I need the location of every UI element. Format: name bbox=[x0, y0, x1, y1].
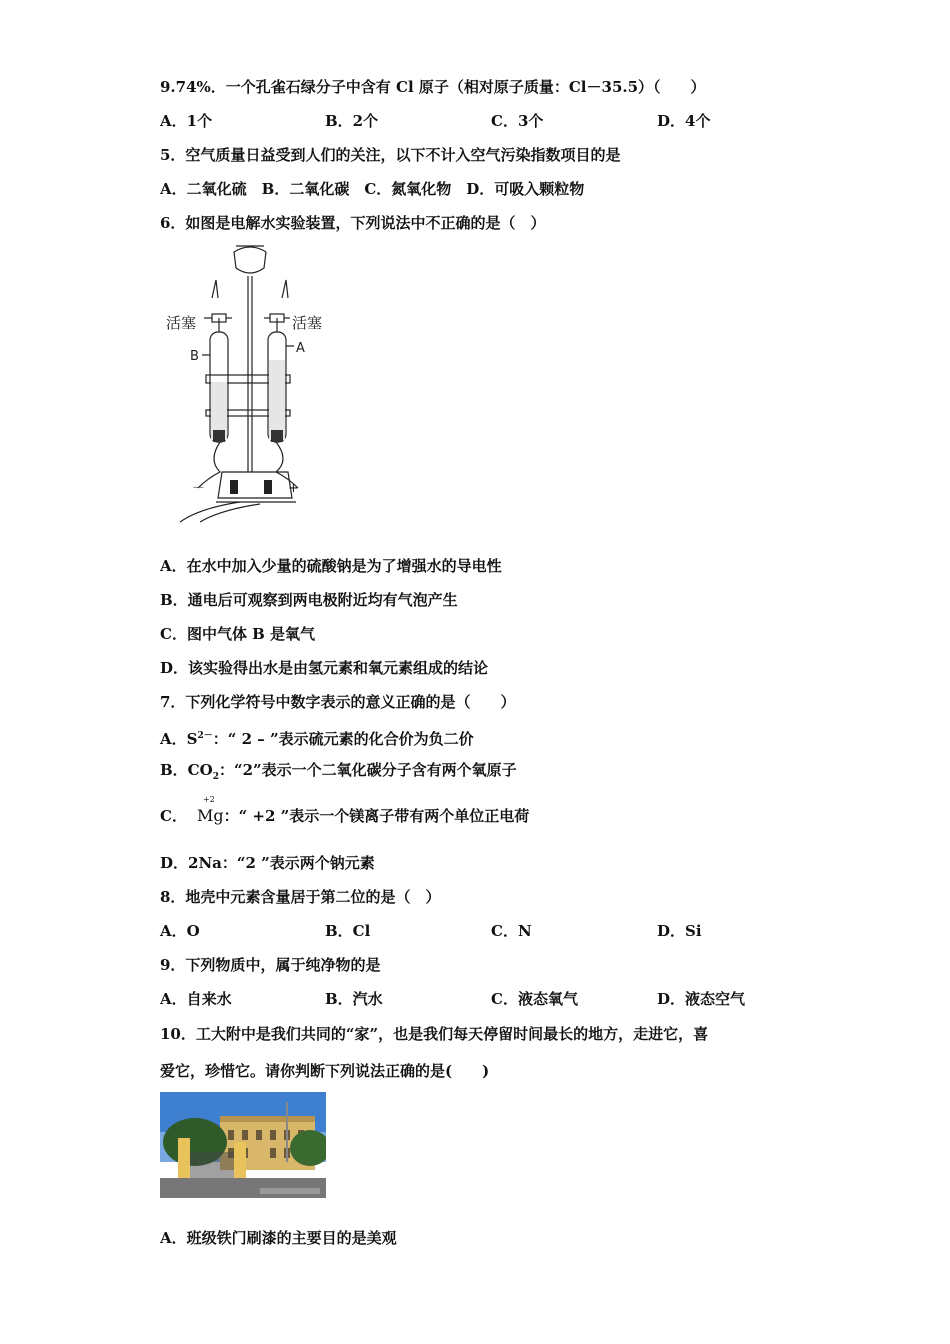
q9-stem: 9．下列物质中，属于纯净物的是 bbox=[160, 956, 381, 974]
q7-b-text: ：“2”表示一个二氧化碳分子含有两个氧原子 bbox=[218, 761, 517, 779]
electrolysis-apparatus-diagram bbox=[160, 240, 340, 525]
q6-option-c: C．图中气体 B 是氧气 bbox=[160, 625, 316, 643]
tube-a-label: A bbox=[296, 341, 305, 356]
q9-option-a: A．自来水 bbox=[160, 990, 232, 1008]
q8-stem: 8．地壳中元素含量居于第二位的是（ ） bbox=[160, 888, 441, 906]
valve-left-label: 活塞 bbox=[166, 314, 197, 332]
q7-option-c bbox=[160, 795, 530, 826]
valve-right-label: 活塞 bbox=[292, 314, 323, 332]
q4-option-d: D．4个 bbox=[657, 112, 711, 130]
plus-label: + bbox=[288, 481, 299, 496]
tube-b-label: B bbox=[190, 349, 199, 364]
q7-option-b bbox=[160, 760, 517, 787]
q10-stem-line2: 爱它，珍惜它。请你判断下列说法正确的是( ) bbox=[160, 1062, 490, 1080]
q9-option-c: C．液态氧气 bbox=[491, 990, 578, 1008]
q6-stem: 6．如图是电解水实验装置，下列说法中不正确的是（ ） bbox=[160, 214, 546, 232]
q7-option-d: D．2Na：“2 ”表示两个钠元素 bbox=[160, 854, 375, 872]
q7-stem: 7．下列化学符号中数字表示的意义正确的是（ ） bbox=[160, 693, 516, 711]
q4-option-c: C．3个 bbox=[491, 112, 544, 130]
q5-options: A．二氧化硫 B．二氧化碳 C．氮氧化物 D．可吸入颗粒物 bbox=[160, 180, 585, 198]
q9-option-b: B．汽水 bbox=[325, 990, 383, 1008]
q7-c-text: ：“ +2 ”表示一个镁离子带有两个单位正电荷 bbox=[223, 807, 530, 825]
q7-a-charge: 2－ bbox=[197, 731, 213, 741]
q6-option-b: B．通电后可观察到两电极附近均有气泡产生 bbox=[160, 591, 458, 609]
q7-c-oxidation: +2 bbox=[202, 795, 215, 804]
q8-option-d: D．Si bbox=[657, 922, 702, 940]
q7-a-prefix: A．S bbox=[160, 730, 198, 748]
q7-c-mg-symbol: +2 Mg bbox=[197, 806, 224, 825]
school-building-photo bbox=[160, 1092, 326, 1198]
q4-option-b: B．2个 bbox=[325, 112, 379, 130]
q7-b-subscript: 2 bbox=[212, 772, 219, 782]
q8-option-c: C．N bbox=[491, 922, 532, 940]
q7-b-prefix: B．CO bbox=[160, 761, 213, 779]
q10-option-a: A．班级铁门刷漆的主要目的是美观 bbox=[160, 1229, 397, 1247]
q7-option-a bbox=[160, 726, 474, 749]
q9-option-d: D．液态空气 bbox=[657, 990, 746, 1008]
q4-stem: 9.74%．一个孔雀石绿分子中含有 Cl 原子（相对原子质量：Cl－35.5）（ ） bbox=[160, 78, 706, 96]
q6-option-a: A．在水中加入少量的硫酸钠是为了增强水的导电性 bbox=[160, 557, 502, 575]
minus-label: － bbox=[192, 481, 206, 496]
q8-option-b: B．Cl bbox=[325, 922, 371, 940]
q5-stem: 5．空气质量日益受到人们的关注，以下不计入空气污染指数项目的是 bbox=[160, 146, 621, 164]
q4-option-a: A．1个 bbox=[160, 112, 213, 130]
q8-option-a: A．O bbox=[160, 922, 200, 940]
q7-c-prefix: C． bbox=[160, 807, 187, 825]
q10-stem-line1: 10．工大附中是我们共同的“家”，也是我们每天停留时间最长的地方，走进它，喜 bbox=[160, 1025, 709, 1043]
q7-a-text: ：“ 2 – ”表示硫元素的化合价为负二价 bbox=[212, 730, 474, 748]
q6-option-d: D．该实验得出水是由氢元素和氧元素组成的结论 bbox=[160, 659, 489, 677]
